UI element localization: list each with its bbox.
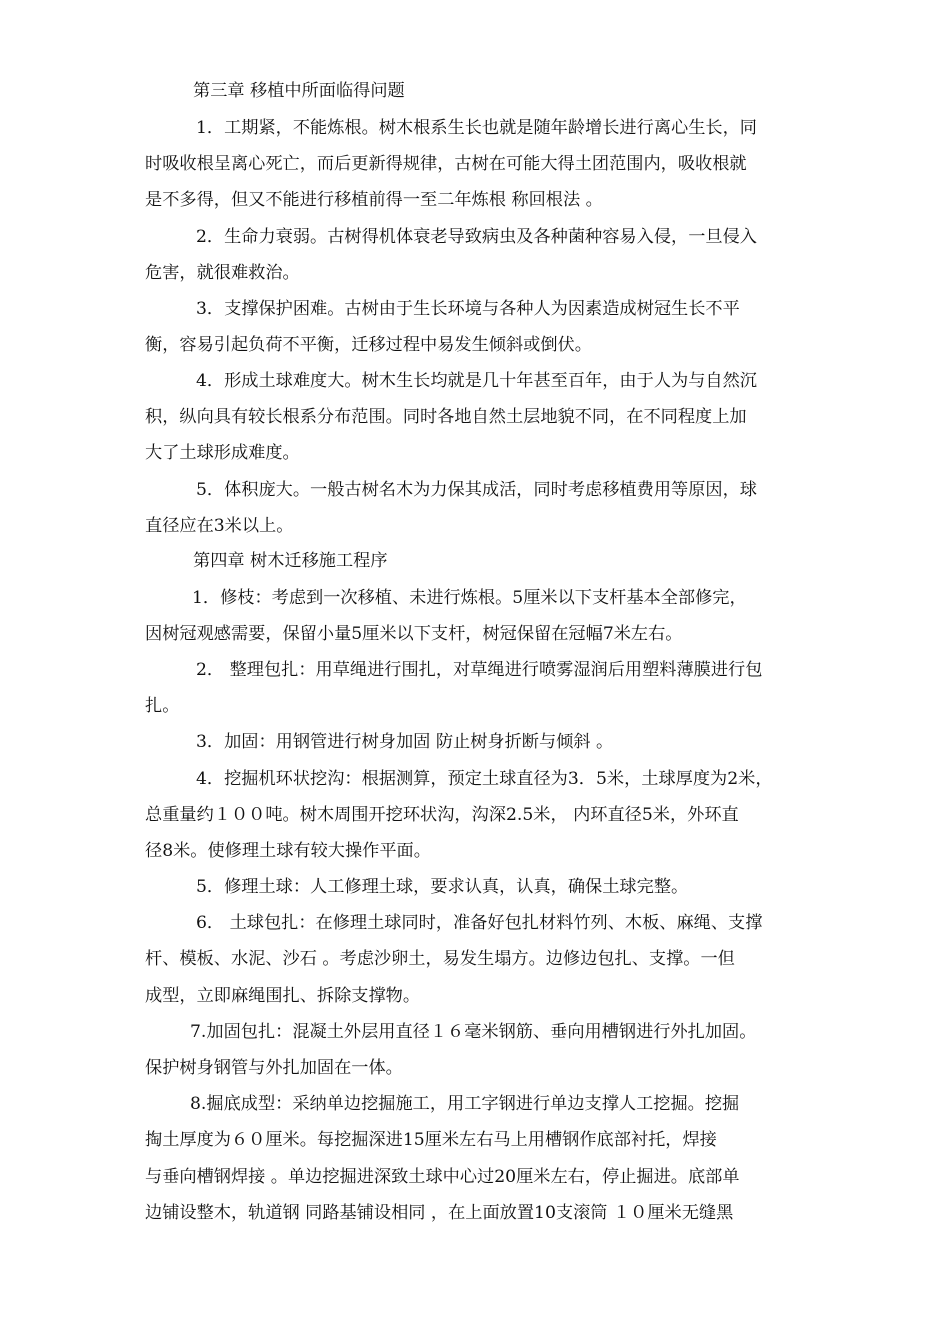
c4-item2-line1: 2． 整理包扎：用草绳进行围扎，对草绳进行喷雾湿润后用塑料薄膜进行包 (196, 660, 763, 680)
c3-item1-line1: 1．工期紧，不能炼根。树木根系生长也就是随年龄增长进行离心生长，同 (196, 118, 757, 138)
c4-item3-line1: 3．加固：用钢管进行树身加固 防止树身折断与倾斜 。 (196, 732, 614, 752)
c3-item3-line2: 衡，容易引起负荷不平衡，迁移过程中易发生倾斜或倒伏。 (145, 335, 592, 355)
c4-item1-line1: 1．修枝：考虑到一次移植、未进行炼根。5厘米以下支杆基本全部修完， (192, 588, 747, 608)
c3-item2-line1: 2．生命力衰弱。古树得机体衰老导致病虫及各种菌种容易入侵，一旦侵入 (196, 227, 757, 247)
c4-item8-line2: 掏土厚度为６０厘米。每挖掘深进15厘米左右马上用槽钢作底部衬托，焊接 (145, 1130, 717, 1150)
c4-item1-line2: 因树冠观感需要，保留小量5厘米以下支杆，树冠保留在冠幅7米左右。 (145, 624, 683, 644)
c3-item1-line3: 是不多得，但又不能进行移植前得一至二年炼根 称回根法 。 (145, 190, 603, 210)
chapter3-heading: 第三章 移植中所面临得问题 (193, 81, 405, 101)
c4-item4-line2: 总重量约１００吨。树木周围开挖环状沟，沟深2.5米， 内环直径5米，外环直 (145, 805, 739, 825)
c3-item4-line2: 积，纵向具有较长根系分布范围。同时各地自然土层地貌不同，在不同程度上加 (145, 407, 747, 427)
c3-item1-line2: 时吸收根呈离心死亡，而后更新得规律，古树在可能大得土团范围内，吸收根就 (145, 154, 747, 174)
c4-item7-line2: 保护树身钢管与外扎加固在一体。 (145, 1058, 403, 1078)
c3-item4-line1: 4．形成土球难度大。树木生长均就是几十年甚至百年，由于人为与自然沉 (196, 371, 757, 391)
c4-item2-line2: 扎。 (145, 696, 180, 716)
c3-item5-line2: 直径应在3米以上。 (145, 516, 294, 536)
c4-item8-line3: 与垂向槽钢焊接 。单边挖掘进深致土球中心过20厘米左右，停止掘进。底部单 (145, 1167, 740, 1187)
c4-item6-line1: 6． 土球包扎：在修理土球同时，准备好包扎材料竹列、木板、麻绳、支撑 (196, 913, 763, 933)
c4-item4-line3: 径8米。使修理土球有较大操作平面。 (145, 841, 431, 861)
chapter4-heading: 第四章 树木迁移施工程序 (193, 551, 388, 571)
c3-item3-line1: 3．支撑保护困难。古树由于生长环境与各种人为因素造成树冠生长不平 (196, 299, 740, 319)
c4-item7-line1: 7.加固包扎：混凝土外层用直径１６毫米钢筋、垂向用槽钢进行外扎加固。 (190, 1022, 757, 1042)
c3-item4-line3: 大了土球形成难度。 (145, 443, 300, 463)
c4-item6-line2: 杆、模板、水泥、沙石 。考虑沙卵土，易发生塌方。边修边包扎、支撑。一但 (145, 949, 735, 969)
c4-item5-line1: 5．修理土球：人工修理土球，要求认真，认真，确保土球完整。 (196, 877, 689, 897)
c4-item8-line1: 8.掘底成型：采纳单边挖掘施工，用工字钢进行单边支撑人工挖掘。挖掘 (190, 1094, 740, 1114)
c4-item4-line1: 4．挖掘机环状挖沟：根据测算，预定土球直径为3．5米，土球厚度为2米， (196, 769, 773, 789)
c4-item6-line3: 成型，立即麻绳围扎、拆除支撑物。 (145, 986, 421, 1006)
c3-item5-line1: 5．体积庞大。一般古树名木为力保其成活，同时考虑移植费用等原因，球 (196, 480, 757, 500)
c3-item2-line2: 危害，就很难救治。 (145, 263, 300, 283)
c4-item8-line4: 边铺设整木，轨道钢 同路基铺设相同 ，在上面放置10支滚筒 １０厘米无缝黑 (145, 1203, 734, 1223)
